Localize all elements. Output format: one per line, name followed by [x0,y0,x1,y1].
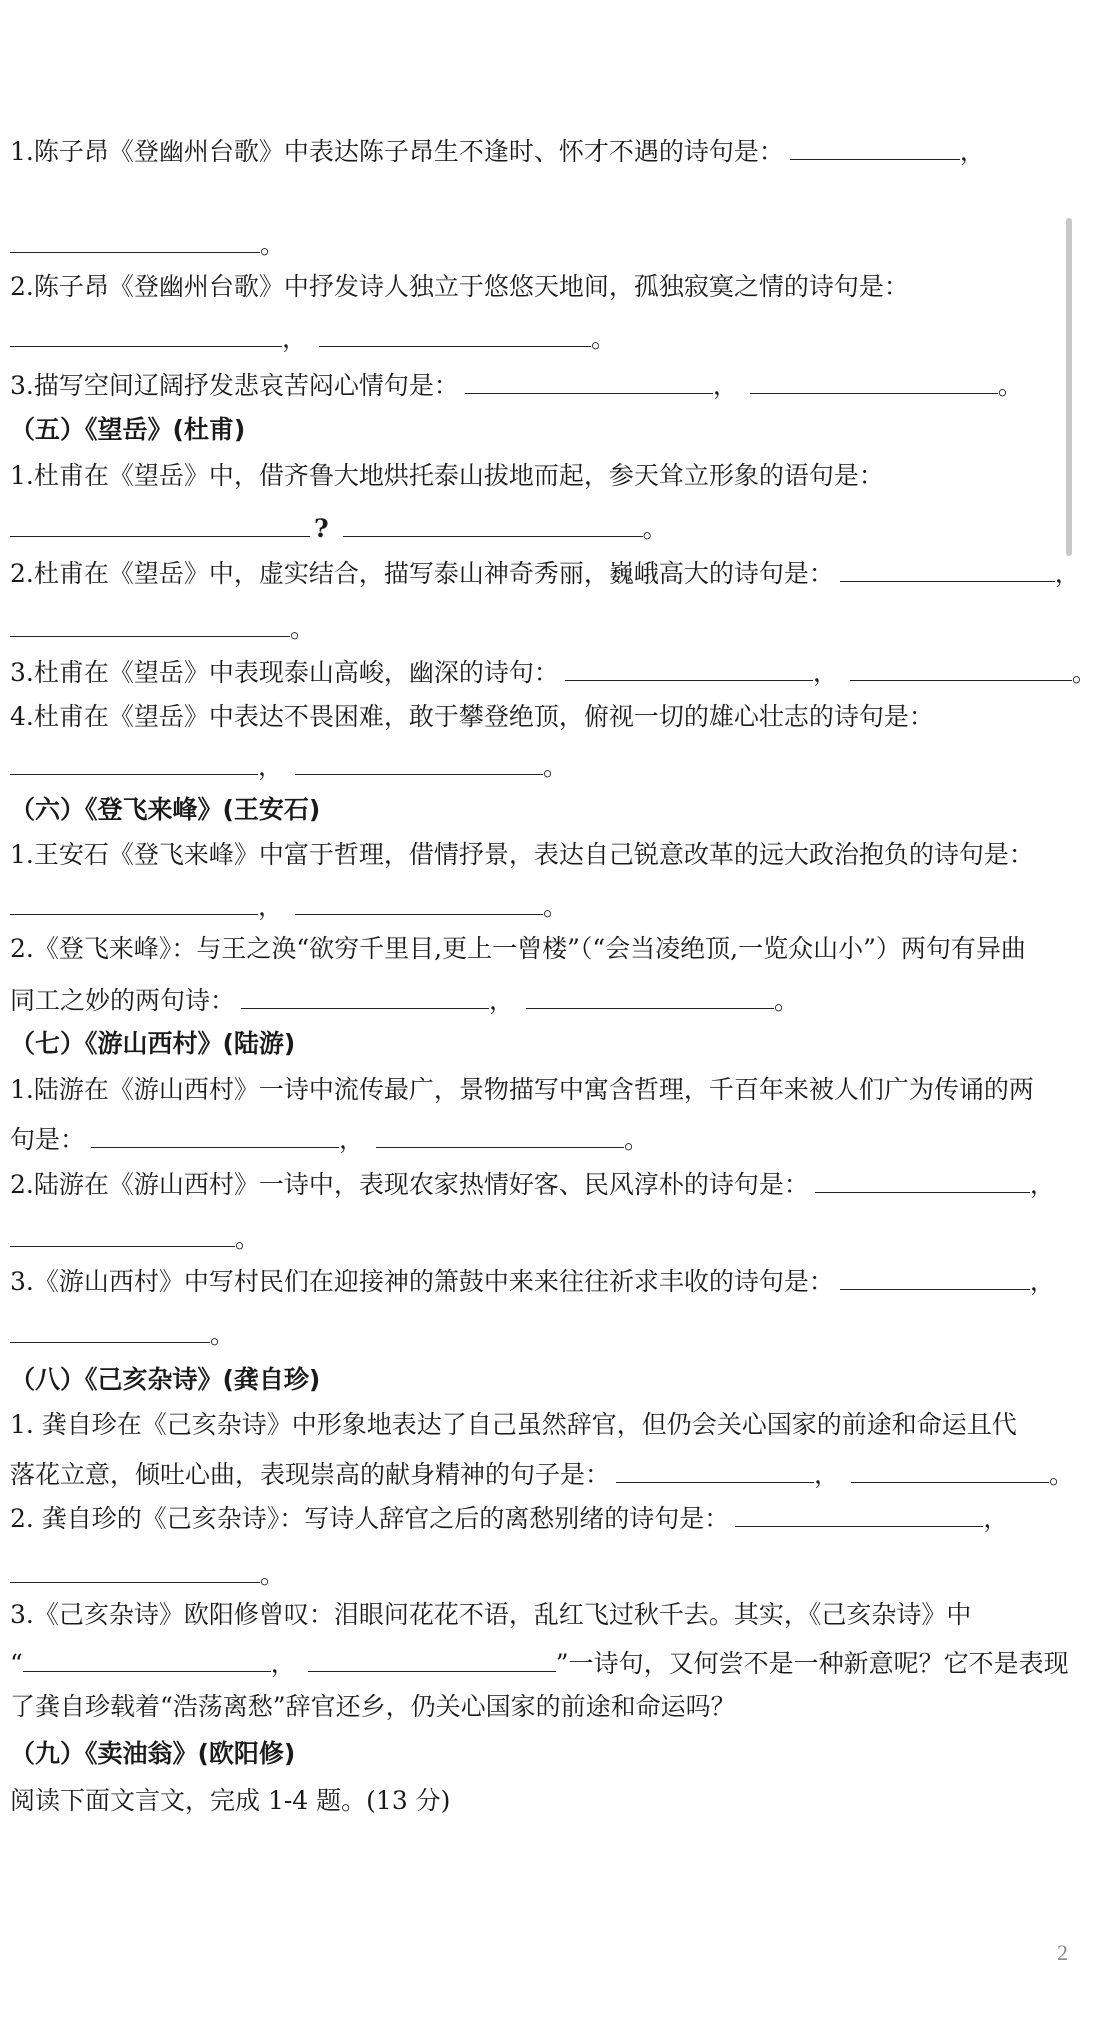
answer-blank[interactable] [10,1316,210,1343]
answer-blank[interactable] [10,610,290,637]
section-5-heading: （五）《望岳》(杜甫) [10,415,246,444]
answer-blank[interactable] [790,133,960,160]
answer-blank[interactable] [465,367,713,394]
answer-blank[interactable] [10,1556,260,1583]
answer-blank[interactable] [616,1456,814,1483]
answer-blank[interactable] [295,748,543,775]
reading-instruction: 阅读下面文言文，完成 1-4 题。(13 分) [10,1786,451,1815]
q2-line [10,270,1070,304]
j1-line: 1. 龚自珍在《己亥杂诗》中形象地表达了自己虽然辞官，但仍会关心国家的前途和命运且代 [10,1410,1017,1439]
answer-blank[interactable] [308,1645,556,1672]
answer-blank[interactable] [343,510,643,537]
section-8-heading: （八）《己亥杂诗》(龚自珍) [10,1365,321,1394]
j3-line2: “ ， ”一诗句，又何尝不是一种新意呢？它不是表现 [10,1645,1070,1681]
section-7-heading: （七）《游山西村》(陆游) [10,1029,296,1058]
answer-blank[interactable] [735,1500,983,1527]
answer-blank[interactable] [10,510,310,537]
answer-blank[interactable] [10,748,258,775]
q1-line: 1.陈子昂《登幽州台歌》中表达陈子昂生不逢时、怀才不遇的诗句是： ， [10,133,1070,169]
answer-blank[interactable] [241,982,489,1009]
w1-line2: ? 。 [10,510,1070,546]
page-number: 2 [1057,1940,1068,1965]
q1-line2: 。 [10,226,1070,262]
answer-blank[interactable] [840,1263,1030,1290]
y3-line: 3.《游山西村》中写村民们在迎接神的箫鼓中来来往往祈求丰收的诗句是： ， [10,1263,1070,1299]
answer-blank[interactable] [840,555,1055,582]
d1-line: 1.王安石《登飞来峰》中富于哲理，借情抒景，表达自己锐意改革的远大政治抱负的诗句是： [10,840,1034,869]
answer-blank[interactable] [850,654,1072,681]
answer-blank[interactable] [565,654,813,681]
answer-blank[interactable] [319,320,591,347]
w4-line2: ， 。 [10,748,1070,784]
answer-blank[interactable] [10,226,260,253]
answer-blank[interactable] [23,1645,271,1672]
answer-blank[interactable] [376,1121,624,1148]
answer-blank[interactable] [851,1456,1049,1483]
y1-line: 1.陆游在《游山西村》一诗中流传最广，景物描写中寓含哲理，千百年来被人们广为传诵的两 [10,1075,1034,1104]
w2-line: 2.杜甫在《望岳》中，虚实结合，描写泰山神奇秀丽，巍峨高大的诗句是： ， [10,555,1070,591]
j2-line: 2. 龚自珍的《己亥杂诗》：写诗人辞官之后的离愁别绪的诗句是： ， [10,1500,1070,1536]
scrollbar[interactable] [1066,218,1072,556]
q1-text: 1.陈子昂《登幽州台歌》中表达陈子昂生不逢时、怀才不遇的诗句是： [10,137,784,166]
d2-line2: 同工之妙的两句诗： ， 。 [10,982,1070,1018]
y1-line2: 句是： ， 。 [10,1121,1070,1157]
answer-blank[interactable] [750,367,998,394]
j1-line2: 落花立意，倾吐心曲，表现崇高的献身精神的句子是： ， 。 [10,1456,1070,1492]
y3-line2: 。 [10,1316,1070,1352]
w3-line: 3.杜甫在《望岳》中表现泰山高峻，幽深的诗句： ， 。 [10,654,1070,690]
answer-blank[interactable] [10,888,258,915]
d2-line: 2.《登飞来峰》：与王之涣“欲穷千里目,更上一曾楼”（“会当凌绝顶,一览众山小”）两句有异曲 [10,934,1026,963]
w1-line: 1.杜甫在《望岳》中，借齐鲁大地烘托泰山拔地而起，参天耸立形象的语句是： [10,461,884,490]
q3-line: 3.描写空间辽阔抒发悲哀苦闷心情句是： ， 。 [10,367,1070,403]
j3-line: 3.《己亥杂诗》欧阳修曾叹：泪眼问花花不语，乱红飞过秋千去。其实，《己亥杂诗》中 [10,1600,972,1629]
y2-line2: 。 [10,1220,1070,1256]
section-9-heading: （九）《卖油翁》(欧阳修) [10,1739,296,1768]
j2-line2: 。 [10,1556,1070,1592]
answer-blank[interactable] [91,1121,339,1148]
answer-blank[interactable] [10,320,282,347]
answer-blank[interactable] [295,888,543,915]
q2-line2: ， 。 [10,320,1070,356]
y2-line: 2.陆游在《游山西村》一诗中，表现农家热情好客、民风淳朴的诗句是： ， [10,1166,1070,1202]
d1-line2: ， 。 [10,888,1070,924]
answer-blank[interactable] [526,982,774,1009]
w2-line2: 。 [10,610,1070,646]
answer-blank[interactable] [815,1166,1030,1193]
w4-line: 4.杜甫在《望岳》中表达不畏困难，敢于攀登绝顶，俯视一切的雄心壮志的诗句是： [10,702,934,731]
section-6-heading: （六）《登飞来峰》(王安石) [10,795,321,824]
answer-blank[interactable] [10,1220,235,1247]
j3-line3: 了龚自珍载着“浩荡离愁”辞官还乡，仍关心国家的前途和命运吗？ [10,1692,736,1721]
q2-text: 2.陈子昂《登幽州台歌》中抒发诗人独立于悠悠天地间，孤独寂寞之情的诗句是： [10,272,909,301]
